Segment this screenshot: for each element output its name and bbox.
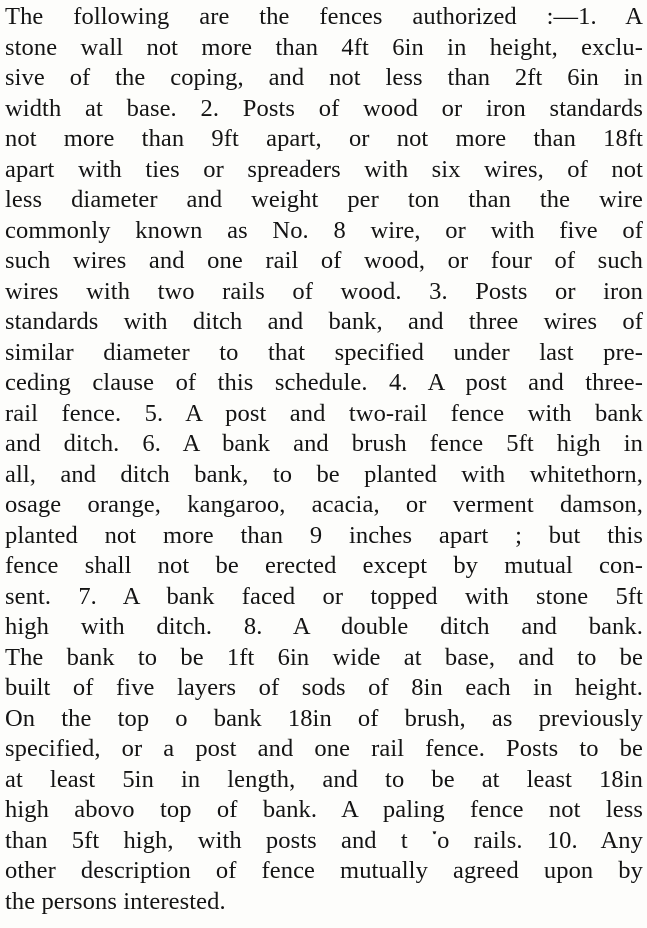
text-line-21: high with ditch. 8. A double ditch and bank. [5, 613, 643, 640]
text-line-15: and ditch. 6. A bank and brush fence 5ft high in [5, 430, 643, 457]
text-line-3: sive of the coping, and not less than 2ft 6in in [5, 64, 643, 91]
text-line-18: planted not more than 9 inches apart ; but this [5, 521, 643, 549]
text-line-7: less diameter and weight per ton than the wire [5, 186, 643, 213]
text-line-1: The following are the fences authorized :—1. A [5, 3, 643, 30]
text-line-2: stone wall not more than 4ft 6in in height, exclu- [5, 33, 643, 61]
text-line-8: commonly known as No. 8 wire, or with five of [5, 216, 643, 244]
text-line-19: fence shall not be erected except by mutual con- [5, 552, 643, 579]
text-line-5: not more than 9ft apart, or not more than 18ft [5, 125, 643, 152]
article-text [5, 2, 643, 917]
text-line-10: wires with two rails of wood. 3. Posts or iron [5, 277, 643, 305]
text-line-17: osage orange, kangaroo, acacia, or verment damson, [5, 491, 643, 518]
text-line-24: On the top o bank 18in of brush, as previously [5, 704, 643, 732]
text-line-11: standards with ditch and bank, and three wires of [5, 308, 643, 335]
text-line-23: built of five layers of sods of 8in each in height. [5, 674, 643, 701]
text-line-14: rail fence. 5. A post and two-rail fence with bank [5, 399, 643, 427]
text-line-20: sent. 7. A bank faced or topped with stone 5ft [5, 582, 643, 610]
text-line-27: high abovo top of bank. A paling fence not less [5, 796, 643, 823]
text-line-26: at least 5in in length, and to be at least 18in [5, 765, 643, 793]
text-line-6: apart with ties or spreaders with six wires, of not [5, 155, 643, 183]
text-line-9: such wires and one rail of wood, or four of such [5, 247, 643, 274]
text-line-30: the persons interested. [5, 887, 226, 915]
text-line-16: all, and ditch bank, to be planted with whitethorn, [5, 460, 643, 488]
text-line-28: than 5ft high, with posts and t ་o rails. 10. Any [5, 826, 643, 854]
text-line-22: The bank to be 1ft 6in wide at base, and to be [5, 643, 643, 671]
text-line-25: specified, or a post and one rail fence. Posts to be [5, 735, 643, 762]
text-line-13: ceding clause of this schedule. 4. A post and three- [5, 369, 643, 396]
text-line-29: other description of fence mutually agreed upon by [5, 857, 643, 884]
text-line-12: similar diameter to that specified under last pre- [5, 338, 643, 366]
text-line-4: width at base. 2. Posts of wood or iron standards [5, 94, 643, 122]
